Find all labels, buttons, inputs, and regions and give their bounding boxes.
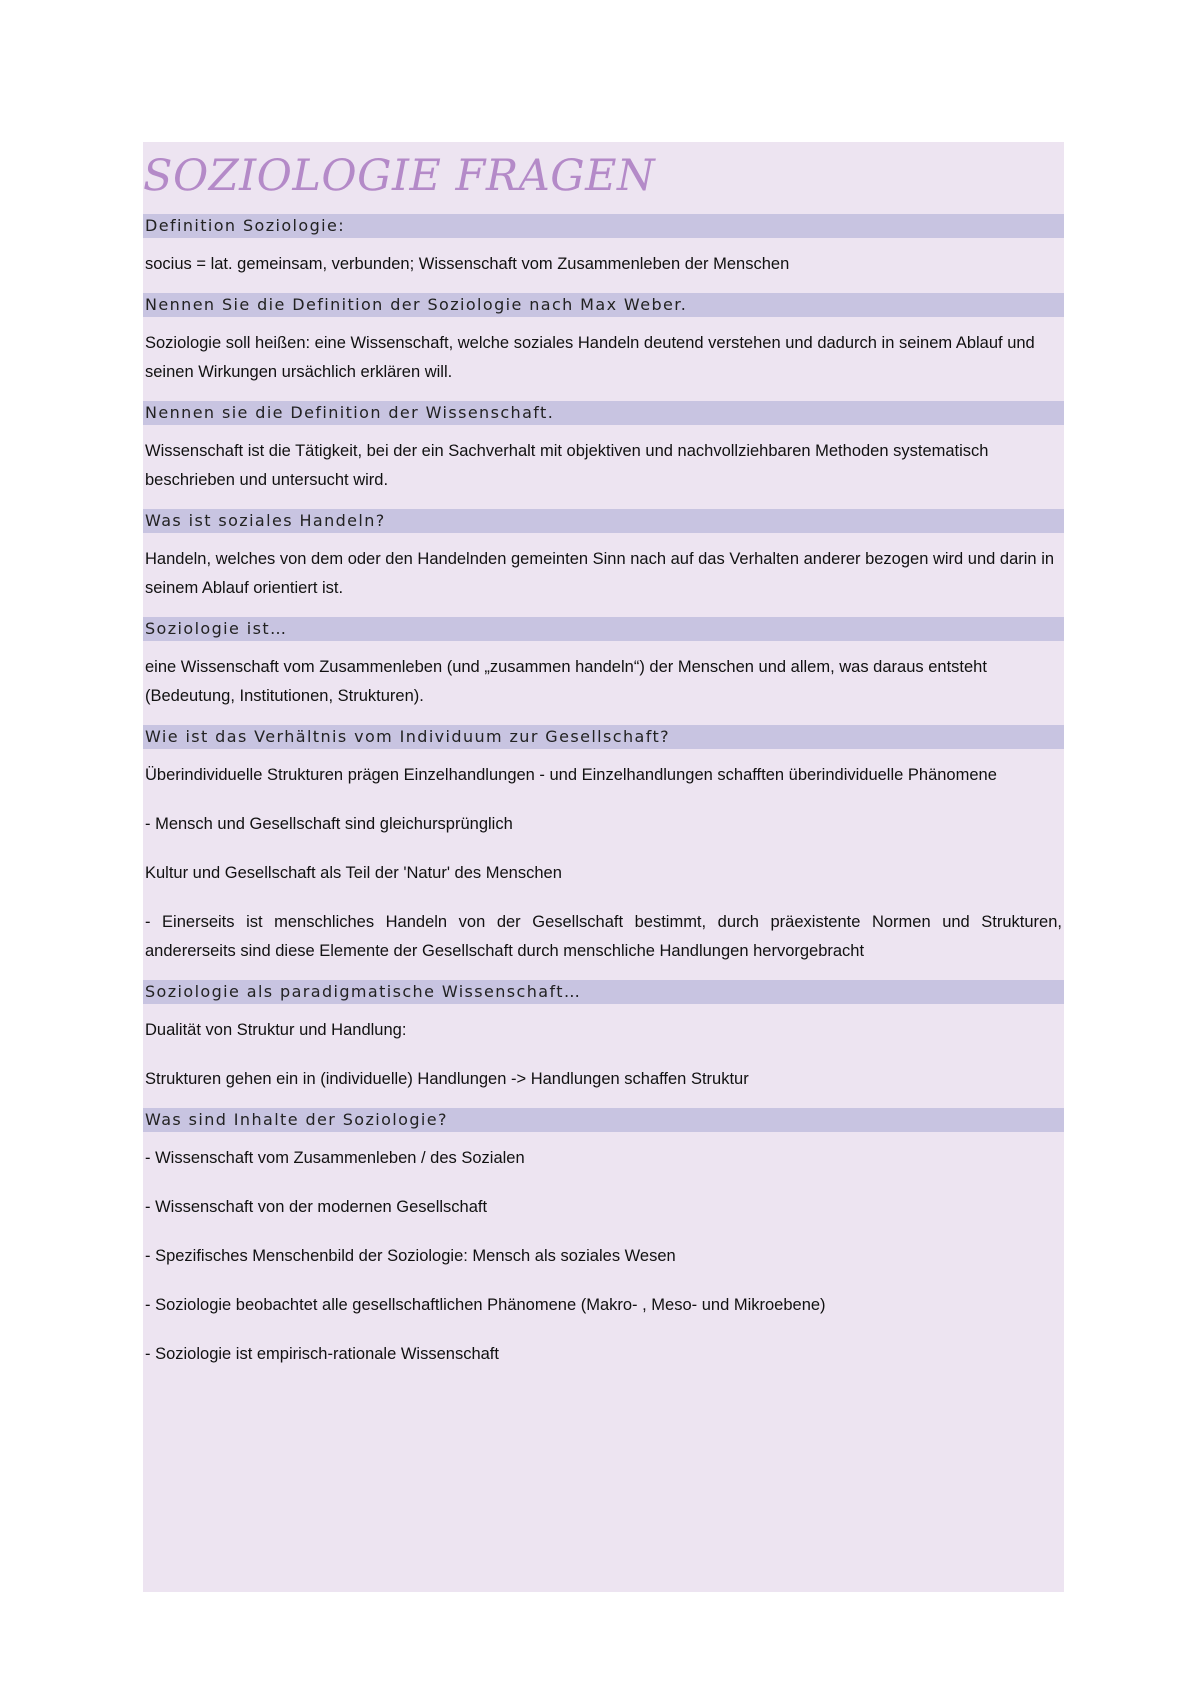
answer-paragraph: - Soziologie beobachtet alle gesellschaftlichen Phänomene (Makro- , Meso- und Mikroebene)	[145, 1296, 826, 1314]
answer-paragraph: - Einerseits ist menschliches Handeln von der Gesellschaft bestimmt, durch präexistente Normen und Strukturen, andererseits sind diese Elemente der Gesellschaft durch menschliche Handlungen hervorgebracht	[145, 913, 1062, 960]
answer-block	[143, 329, 1064, 387]
answer-paragraph: - Wissenschaft von der modernen Gesellschaft	[145, 1198, 488, 1216]
answer-paragraph: - Spezifisches Menschenbild der Soziologie: Mensch als soziales Wesen	[145, 1247, 676, 1265]
answer-paragraph: Wissenschaft ist die Tätigkeit, bei der ein Sachverhalt mit objektiven und nachvollziehbaren Methoden systematisch beschrieben und untersucht wird.	[145, 442, 989, 489]
question-heading: Definition Soziologie:	[143, 214, 1064, 238]
answer-paragraph: - Mensch und Gesellschaft sind gleichursprünglich	[145, 815, 513, 833]
answer-block	[143, 437, 1064, 495]
section-inhalte	[143, 1108, 1064, 1369]
answer-paragraph: - Wissenschaft vom Zusammenleben / des Sozialen	[145, 1149, 525, 1167]
answer-block	[143, 1016, 1064, 1094]
section-paradigmatisch	[143, 980, 1064, 1094]
section-soziales-handeln	[143, 509, 1064, 603]
section-wissenschaft	[143, 401, 1064, 495]
answer-paragraph: - Soziologie ist empirisch-rationale Wissenschaft	[145, 1345, 499, 1363]
section-definition	[143, 214, 1064, 279]
question-heading: Soziologie als paradigmatische Wissenschaft…	[143, 980, 1064, 1004]
answer-block	[143, 653, 1064, 711]
document-page	[143, 142, 1064, 1592]
answer-block	[143, 1144, 1064, 1369]
answer-paragraph: Soziologie soll heißen: eine Wissenschaft, welche soziales Handeln deutend verstehen und dadurch in seinem Ablauf und seinen Wirkungen ursächlich erklären will.	[145, 334, 1035, 381]
answer-block	[143, 545, 1064, 603]
question-heading: Was sind Inhalte der Soziologie?	[143, 1108, 1064, 1132]
answer-paragraph: Dualität von Struktur und Handlung:	[145, 1021, 407, 1039]
answer-paragraph: eine Wissenschaft vom Zusammenleben (und „zusammen handeln“) der Menschen und allem, was daraus entsteht (Bedeutung, Institutionen, Strukturen).	[145, 658, 987, 705]
section-individuum-gesellschaft	[143, 725, 1064, 966]
answer-paragraph: Kultur und Gesellschaft als Teil der 'Natur' des Menschen	[145, 864, 562, 882]
section-weber	[143, 293, 1064, 387]
question-heading: Wie ist das Verhältnis vom Individuum zur Gesellschaft?	[143, 725, 1064, 749]
question-heading: Soziologie ist…	[143, 617, 1064, 641]
answer-block	[143, 761, 1064, 966]
answer-paragraph: Handeln, welches von dem oder den Handelnden gemeinten Sinn nach auf das Verhalten anderer bezogen wird und darin in seinem Ablauf orientiert ist.	[145, 550, 1055, 597]
answer-paragraph: Überindividuelle Strukturen prägen Einzelhandlungen - und Einzelhandlungen schafften überindividuelle Phänomene	[145, 766, 997, 784]
question-heading: Nennen sie die Definition der Wissenschaft.	[143, 401, 1064, 425]
question-heading: Was ist soziales Handeln?	[143, 509, 1064, 533]
answer-block	[143, 250, 1064, 279]
document-title: SOZIOLOGIE FRAGEN	[143, 151, 656, 201]
answer-paragraph: socius = lat. gemeinsam, verbunden; Wissenschaft vom Zusammenleben der Menschen	[145, 255, 790, 273]
answer-paragraph: Strukturen gehen ein in (individuelle) Handlungen -> Handlungen schaffen Struktur	[145, 1070, 749, 1088]
section-soziologie-ist	[143, 617, 1064, 711]
question-heading: Nennen Sie die Definition der Soziologie nach Max Weber.	[143, 293, 1064, 317]
